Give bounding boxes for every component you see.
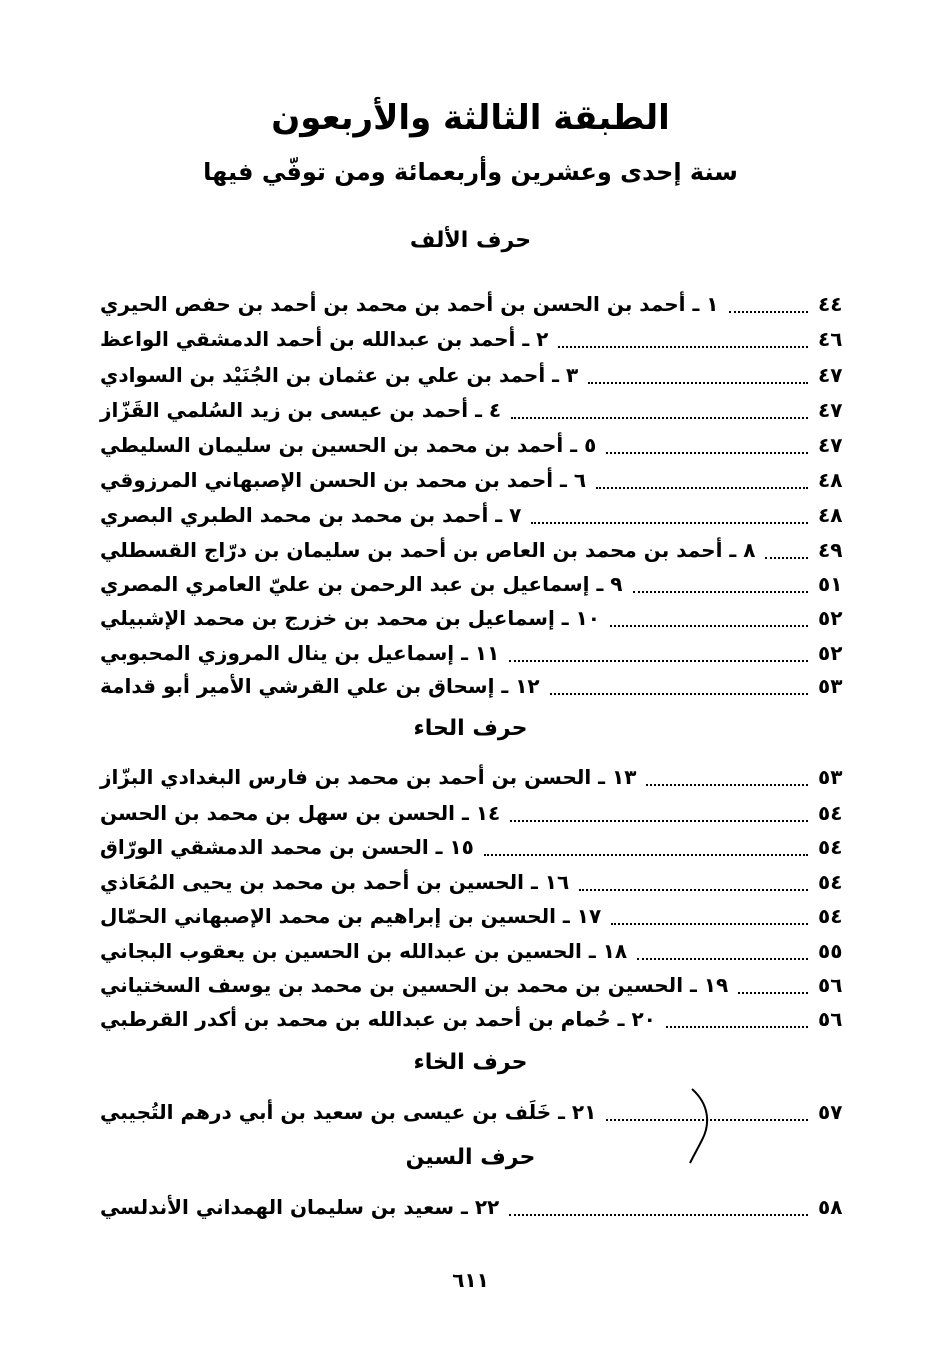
toc-entry xyxy=(100,796,852,830)
entry-page: ٥٤ xyxy=(818,870,843,894)
toc-entry xyxy=(100,601,852,635)
entry-page: ٤٤ xyxy=(818,292,843,316)
section-heading-seen: حرف السين xyxy=(405,1145,536,1170)
toc-entry xyxy=(100,865,852,899)
dot-leader xyxy=(550,693,808,695)
entry-text: ٨ ـ أحمد بن محمد بن العاص بن أحمد بن سليمان بن درّاج القسطلي xyxy=(100,538,756,562)
dot-leader xyxy=(738,992,808,994)
toc-entry xyxy=(100,968,852,1002)
toc-entry xyxy=(100,830,852,864)
entry-text: ١٠ ـ إسماعيل بن محمد بن خزرج بن محمد الإشبيلي xyxy=(100,606,601,630)
entry-page: ٥٦ xyxy=(818,1007,843,1031)
dot-leader xyxy=(484,854,808,856)
dot-leader xyxy=(765,557,808,559)
dot-leader xyxy=(588,382,808,384)
section-heading-khaa: حرف الخاء xyxy=(413,1050,528,1075)
toc-entry xyxy=(100,567,852,601)
entry-page: ٤٧ xyxy=(818,433,843,457)
entry-text: ١٨ ـ الحسين بن عبدالله بن الحسين بن يعقوب البجاني xyxy=(100,939,628,963)
entry-page: ٥١ xyxy=(818,572,843,596)
entry-text: ١ ـ أحمد بن الحسن بن أحمد بن محمد بن أحمد بن حفص الحيري xyxy=(100,292,719,316)
entry-text: ١٩ ـ الحسين بن محمد بن الحسين بن محمد بن يوسف السختياني xyxy=(100,973,729,997)
section-heading-haa: حرف الحاء xyxy=(413,716,528,741)
toc-entry xyxy=(100,934,852,968)
dot-leader xyxy=(611,923,808,925)
entry-text: ١١ ـ إسماعيل بن ينال المروزي المحبوبي xyxy=(100,641,500,665)
entry-text: ١٤ ـ الحسن بن سهل بن محمد بن الحسن xyxy=(100,801,501,825)
dot-leader xyxy=(579,889,808,891)
entry-text: ١٣ ـ الحسن بن أحمد بن محمد بن فارس البغدادي البزّاز xyxy=(100,765,637,789)
entry-text: ٢٠ ـ حُمام بن أحمد بن عبدالله بن محمد بن أكدر القرطبي xyxy=(100,1007,656,1031)
entry-page: ٥٢ xyxy=(818,606,843,630)
dot-leader xyxy=(509,1214,808,1216)
dot-leader xyxy=(558,346,808,348)
entry-text: ٥ ـ أحمد بن محمد بن الحسين بن سليمان السليطي xyxy=(100,433,597,457)
entry-text: ٢٢ ـ سعيد بن سليمان الهمداني الأندلسي xyxy=(100,1195,500,1219)
toc-entry xyxy=(100,322,852,356)
entry-text: ٤ ـ أحمد بن عيسى بن زيد السُلمي القَزّاز xyxy=(100,398,502,422)
toc-entry xyxy=(100,498,852,532)
entry-text: ٩ ـ إسماعيل بن عبد الرحمن بن عليّ العامري المصري xyxy=(100,572,623,596)
page-title: الطبقة الثالثة والأربعون xyxy=(271,98,670,138)
dot-leader xyxy=(633,591,809,593)
toc-entry xyxy=(100,1095,852,1129)
toc-entry xyxy=(100,428,852,462)
toc-entry xyxy=(100,760,852,794)
toc-entry xyxy=(100,636,852,670)
entry-page: ٤٧ xyxy=(818,363,843,387)
entry-text: ٧ ـ أحمد بن محمد بن محمد الطبري البصري xyxy=(100,503,522,527)
entry-page: ٤٨ xyxy=(818,468,843,492)
toc-entry xyxy=(100,669,852,703)
entry-page: ٥٤ xyxy=(818,835,843,859)
page-number: ٦١١ xyxy=(452,1268,489,1292)
section-heading-alif: حرف الألف xyxy=(409,228,532,253)
dot-leader xyxy=(511,417,808,419)
dot-leader xyxy=(729,311,809,313)
toc-entry xyxy=(100,358,852,392)
entry-page: ٥٦ xyxy=(818,973,843,997)
entry-page: ٤٨ xyxy=(818,503,843,527)
entry-page: ٥٤ xyxy=(818,801,843,825)
toc-entry xyxy=(100,287,852,321)
toc-entry xyxy=(100,1002,852,1036)
toc-entry xyxy=(100,899,852,933)
entry-text: ١٧ ـ الحسين بن إبراهيم بن محمد الإصبهاني الحمّال xyxy=(100,904,602,928)
entry-text: ١٥ ـ الحسن بن محمد الدمشقي الورّاق xyxy=(100,835,474,859)
entry-text: ٢١ ـ خَلَف بن عيسى بن سعيد بن أبي درهم التُجيبي xyxy=(100,1100,597,1124)
entry-page: ٤٩ xyxy=(818,538,843,562)
dot-leader xyxy=(596,487,808,489)
dot-leader xyxy=(646,784,808,786)
toc-entry xyxy=(100,393,852,427)
entry-text: ١٦ ـ الحسين بن أحمد بن محمد بن يحيى المُعَاذي xyxy=(100,870,570,894)
dot-leader xyxy=(610,625,808,627)
entry-page: ٥٥ xyxy=(818,939,843,963)
entry-page: ٥٤ xyxy=(818,904,843,928)
dot-leader xyxy=(510,820,808,822)
dot-leader xyxy=(509,660,808,662)
dot-leader xyxy=(637,958,808,960)
entry-text: ٣ ـ أحمد بن علي بن عثمان بن الجُنَيْد بن السوادي xyxy=(100,363,579,387)
toc-entry xyxy=(100,1190,852,1224)
entry-text: ٢ ـ أحمد بن عبدالله بن أحمد الدمشقي الواعظ xyxy=(100,327,549,351)
dot-leader xyxy=(666,1026,808,1028)
entry-page: ٥٧ xyxy=(818,1100,843,1124)
entry-text: ٦ ـ أحمد بن محمد بن الحسن الإصبهاني المرزوقي xyxy=(100,468,587,492)
entry-page: ٥٣ xyxy=(818,674,843,698)
dot-leader xyxy=(531,522,808,524)
toc-entry xyxy=(100,533,852,567)
entry-page: ٤٧ xyxy=(818,398,843,422)
entry-text: ١٢ ـ إسحاق بن علي القرشي الأمير أبو قدامة xyxy=(100,674,540,698)
entry-page: ٥٢ xyxy=(818,641,843,665)
toc-entry xyxy=(100,463,852,497)
dot-leader xyxy=(606,452,808,454)
entry-page: ٥٣ xyxy=(818,765,843,789)
entry-page: ٥٨ xyxy=(818,1195,843,1219)
entry-page: ٤٦ xyxy=(818,327,843,351)
page-subtitle: سنة إحدى وعشرين وأربعمائة ومن توفّي فيها xyxy=(203,158,738,186)
